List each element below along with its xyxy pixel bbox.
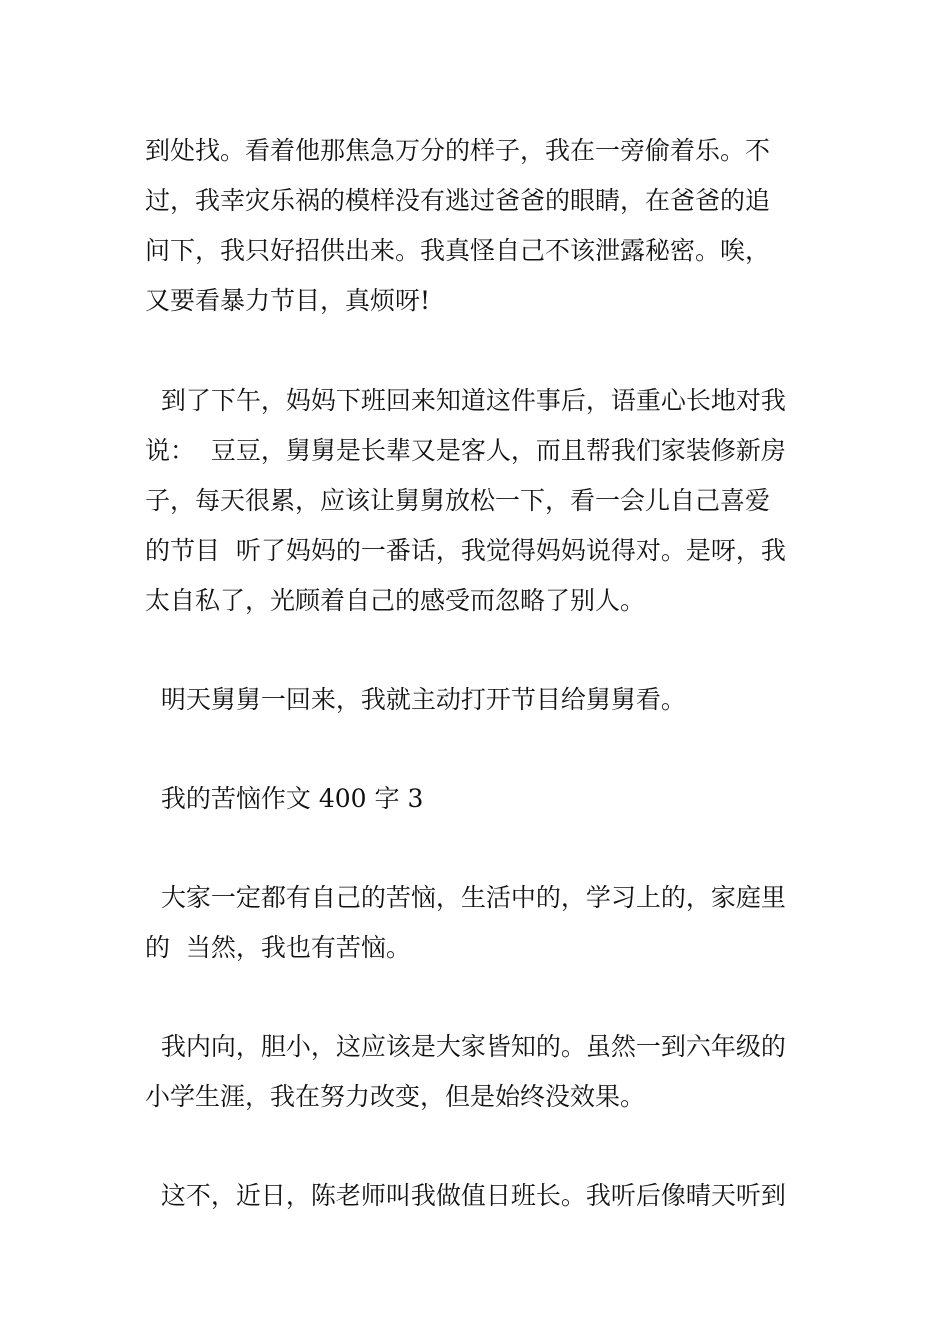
text-line: 又要看暴力节目，真烦呀! (145, 286, 431, 315)
text-line: 到了下午，妈妈下班回来知道这件事后，语重心长地对我 (145, 386, 786, 415)
section-heading: 我的苦恼作文 400 字 3 (145, 784, 424, 813)
text-line: 的节目 听了妈妈的一番话，我觉得妈妈说得对。是呀，我 (145, 536, 786, 565)
text-line: 大家一定都有自己的苦恼，生活中的，学习上的，家庭里 (145, 883, 786, 912)
text-line: 说： 豆豆，舅舅是长辈又是客人，而且帮我们家装修新房 (145, 436, 786, 465)
text-line: 子，每天很累，应该让舅舅放松一下，看一会儿自己喜爱 (145, 486, 771, 515)
text-line: 过，我幸灾乐祸的模样没有逃过爸爸的眼睛，在爸爸的追 (145, 186, 771, 215)
text-line: 我内向，胆小，这应该是大家皆知的。虽然一到六年级的 (145, 1032, 786, 1061)
text-line: 太自私了，光顾着自己的感受而忽略了别人。 (145, 586, 646, 615)
text-line: 这不，近日，陈老师叫我做值日班长。我听后像晴天听到 (145, 1181, 786, 1210)
text-line: 到处找。看着他那焦急万分的样子，我在一旁偷着乐。不 (145, 136, 771, 165)
text-line: 问下，我只好招供出来。我真怪自己不该泄露秘密。唉， (145, 236, 771, 265)
text-line: 明天舅舅一回来，我就主动打开节目给舅舅看。 (145, 685, 686, 714)
text-line: 小学生涯，我在努力改变，但是始终没效果。 (145, 1082, 646, 1111)
text-line: 的 当然，我也有苦恼。 (145, 933, 411, 962)
